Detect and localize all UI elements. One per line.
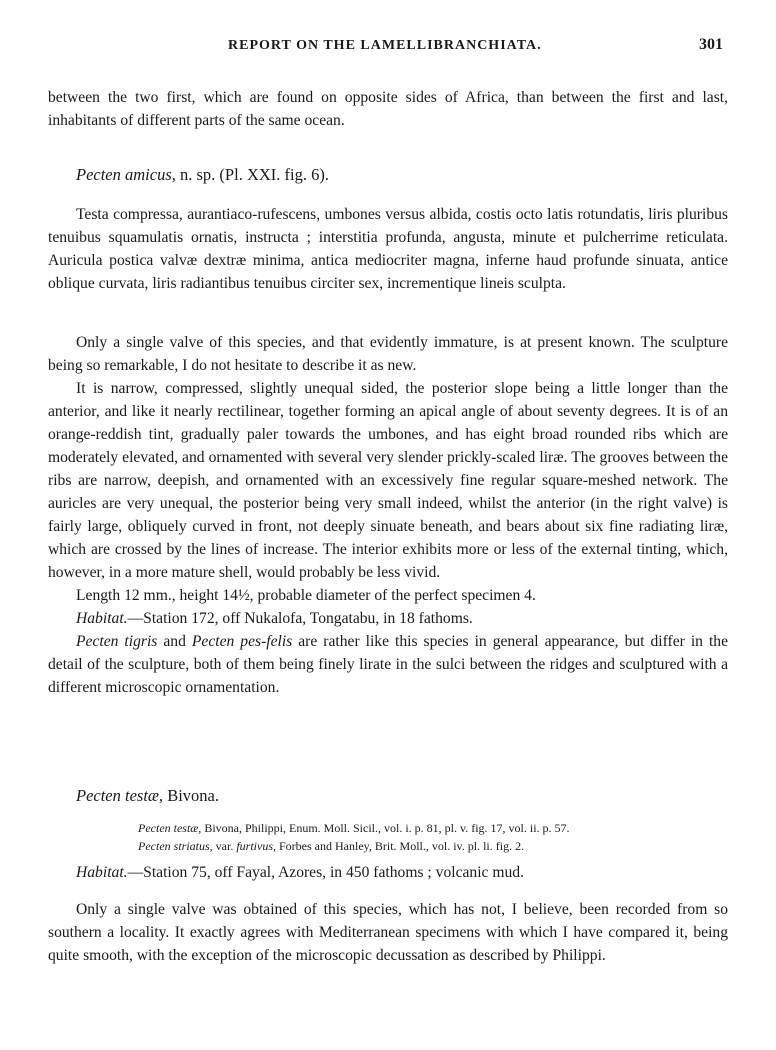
reference-text: Forbes and Hanley, Brit. Moll., vol. iv. pl. li. fig. 2.: [276, 839, 525, 853]
comparison-paragraph: [48, 630, 728, 699]
latin-description: [48, 203, 728, 295]
latin-description-text: Testa compressa, aurantiaco-rufescens, umbones versus albida, costis octo latis rotundatis, liris pluribus tenuibus squamulatis ornatis, instructa ; interstitia profunda, angusta, minute et pulcherrime reticulata. Auricula postica valvæ dextræ minima, antica mediocriter magna, inferne haud profunde sinuata, antice oblique curvata, liris radiantibus tenuibus circiter sex, incrementique lineis sculpta.: [48, 206, 728, 292]
habitat-line: [48, 861, 728, 884]
conjunction: and: [157, 633, 192, 650]
habitat-text: —Station 75, off Fayal, Azores, in 450 fathoms ; volcanic mud.: [127, 864, 524, 881]
reference-species: Pecten striatus,: [138, 839, 213, 853]
reference-text: Bivona, Philippi, Enum. Moll. Sicil., vol. i. p. 81, pl. v. fig. 17, vol. ii. p. 57.: [201, 821, 570, 835]
species-authority: n. sp. (Pl. XXI. fig. 6).: [175, 165, 329, 184]
synonymy-references: [138, 819, 728, 855]
intro-text: between the two first, which are found on opposite sides of Africa, than between the first and last, inhabitants of different parts of the same ocean.: [48, 89, 728, 129]
measurements: Length 12 mm., height 14½, probable diameter of the perfect specimen 4.: [76, 587, 536, 604]
habitat-label: Habitat.: [76, 610, 128, 627]
reference-line: [138, 819, 728, 837]
reference-variety: furtivus,: [236, 839, 276, 853]
intro-paragraph: [48, 86, 728, 132]
reference-line: [138, 837, 728, 855]
species-heading-amicus: [76, 165, 329, 185]
habitat-line: [48, 607, 728, 630]
reference-species: Pecten testæ,: [138, 821, 202, 835]
species-name: Pecten amicus,: [76, 165, 176, 184]
comparison-species: Pecten pes-felis: [191, 633, 293, 650]
species-name: Pecten testæ,: [76, 786, 164, 805]
page-number: 301: [699, 36, 723, 53]
paragraph: Only a single valve was obtained of this species, which has not, I believe, been recorded from so southern a locality. It exactly agrees with Mediterranean specimens with which I have compared it, being quite smooth, with the exception of the microscopic decussation as described by Philippi.: [48, 901, 728, 964]
paragraph: Only a single valve of this species, and that evidently immature, is at present known. The sculpture being so remarkable, I do not hesitate to describe it as new.: [48, 334, 728, 374]
comparison-species: Pecten tigris: [76, 633, 158, 650]
species-heading-testae: [76, 786, 219, 806]
habitat-label: Habitat.: [76, 864, 128, 881]
comparison-text: are rather like this species in general appearance, but differ in the detail of the sculpture, both of them being finely lirate in the sulci between the ridges and sculptured with a different microscopic ornamentation.: [48, 633, 729, 696]
running-title: REPORT ON THE LAMELLIBRANCHIATA.: [228, 38, 542, 53]
habitat-text: —Station 172, off Nukalofa, Tongatabu, in 18 fathoms.: [127, 610, 473, 627]
description-section-testae: [48, 861, 728, 967]
description-section-amicus: [48, 331, 728, 699]
paragraph: It is narrow, compressed, slightly unequal sided, the posterior slope being a little longer than the anterior, and like it nearly rectilinear, together forming an apical angle of about seventy degrees. It is of an orange-reddish tint, gradually paler towards the umbones, and has eight broad rounded ribs which are moderately elevated, and ornamented with several very slender prickly-scaled liræ. The grooves between the ribs are narrow, deepish, and ornamented with an excessively fine regular square-meshed network. The auricles are very unequal, the posterior being very small indeed, whilst the anterior (in the right valve) is fairly large, obliquely curved in front, not deeply sinuate beneath, and bears about six fine radiating liræ, which are crossed by the lines of increase. The interior exhibits more or less of the external tinting, which, however, in a more mature shell, would probably be less vivid.: [48, 380, 728, 581]
reference-text: var.: [212, 839, 237, 853]
species-authority: Bivona.: [163, 786, 219, 805]
